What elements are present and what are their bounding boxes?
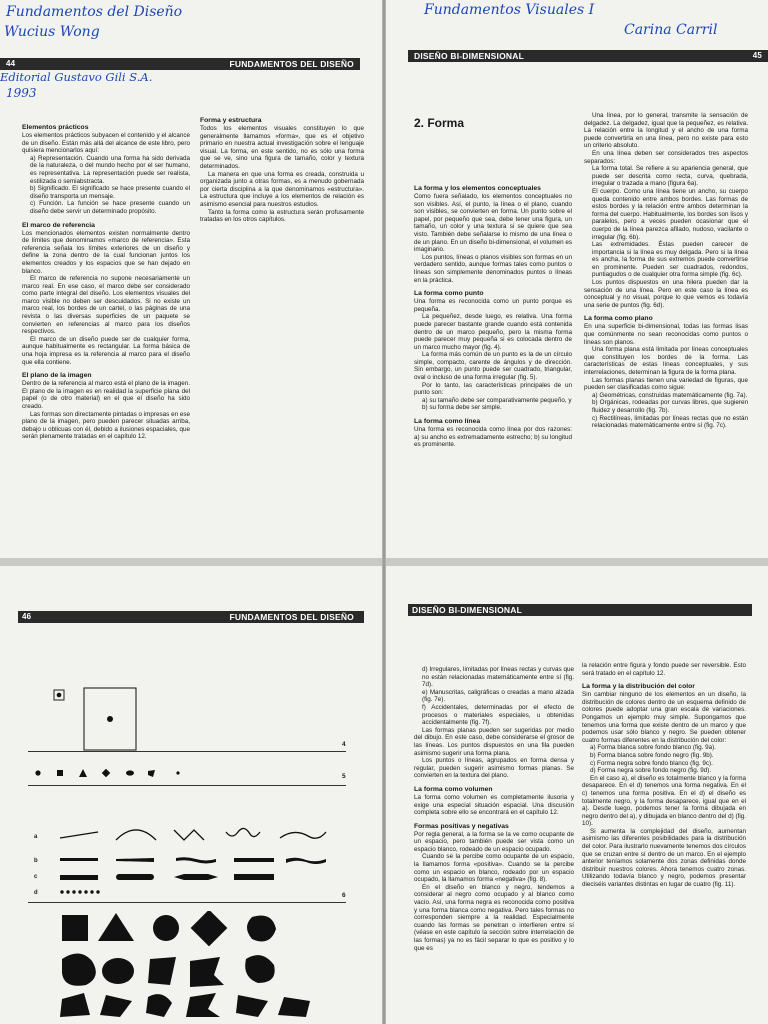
- paragraph: c) Forma negra sobre fondo blanco (fig. 9c).: [590, 759, 713, 767]
- figure-7-plane-shapes: [40, 911, 340, 1021]
- section-heading: La forma y la distribución del color: [582, 683, 695, 691]
- paragraph: Por regla general, a la forma se la ve como ocupante de un espacio, pero también puede ser vista como un espacio blanco, rodeado de un espacio ocupado.: [414, 830, 574, 853]
- section-heading: El marco de referencia: [22, 221, 95, 229]
- handwritten-year: 1993: [6, 86, 37, 100]
- handwritten-signature: Carina Carril: [624, 22, 718, 38]
- paragraph: Si aumenta la complejidad del diseño, aumentan asimismo las diferentes posibilidades para la distribución del color. Para ilustrarlo nuevamente tenemos dos círculos que se cruzan entre sí dentro de un marco. En el ejemplo anterior teníamos solamente dos zonas definidas donde distribuir nuestros colores. Ahora tenemos cuatro zonas. Utilizando todavía blanco y negro, podemos presentar dieciséis variantes distintas en lugar de cuatro (fig. 11).: [582, 827, 746, 889]
- paragraph: Por lo tanto, las características principales de un punto son:: [414, 381, 572, 397]
- text-column-right: [200, 117, 364, 224]
- header-title: FUNDAMENTOS DEL DISEÑO: [229, 612, 354, 622]
- paragraph: d) Forma negra sobre fondo negro (fig. 9d).: [590, 767, 712, 775]
- paragraph: a) su tamaño debe ser comparativamente pequeño, y: [422, 396, 572, 404]
- paragraph: e) Manuscritas, caligráficas o creadas a mano alzada (fig. 7e).: [422, 688, 574, 704]
- paragraph: b) Significado. El significado se hace presente cuando el diseño transporta un mensaje.: [30, 185, 190, 200]
- section-heading: La forma como línea: [414, 418, 481, 426]
- page-44: [0, 0, 384, 558]
- section-heading: Forma y estructura: [200, 117, 262, 124]
- paragraph: Todos los elementos visuales constituyen lo que generalmente llamamos «forma», que es el objetivo primario en nuestra actual investigación sobre el lenguaje visual. La forma, en este sentido, no es sólo una forma que se ve, sino una figura de tamaño, color y textura determinados.: [200, 125, 364, 170]
- paragraph: La forma total. Se refiere a su apariencia general, que puede ser descrita como recta, curva, quebrada, irregular o trazada a mano (figura 6a).: [592, 165, 748, 188]
- section-heading: La forma y los elementos conceptuales: [414, 185, 541, 192]
- figure-rule: [28, 751, 346, 752]
- paragraph: la relación entre figura y fondo puede ser reversible. Esto será tratado en el capítulo 12.: [582, 662, 746, 677]
- handwritten-author: Wucius Wong: [4, 24, 100, 40]
- page-number: 46: [22, 612, 32, 621]
- figure-number-5: 5: [342, 773, 346, 780]
- paragraph: Las extremidades. Éstas pueden carecer de importancia si la línea es muy delgada. Pero si la línea es ancha, la forma de sus extremos puede convertirse en prominente. Pueden ser cuadrados, redondos, puntiagudos o de cualquier otra forma simple (fig. 6c).: [592, 241, 748, 279]
- paragraph: La forma como volumen es completamente ilusoria y exige una especial situación espacial. Una discusión completa sobre ello se encontrará en el capítulo 12.: [414, 793, 574, 817]
- paragraph: Una forma es reconocida como línea por dos razones: a) su ancho es extremadamente estrecho; b) su longitud es prominente.: [414, 426, 572, 449]
- row-label-d: d: [34, 890, 38, 896]
- running-header: [408, 50, 768, 62]
- section-heading: La forma como volumen: [414, 785, 493, 793]
- text-column-left: [414, 666, 574, 952]
- paragraph: La pequeñez, desde luego, es relativa. Una forma puede parecer bastante grande cuando está contenida dentro de un marco pequeño, pero la misma forma puede parecer muy pequeña si es colocada dentro de un marco mucho mayor (fig. 4).: [414, 313, 572, 351]
- figure-4-points-in-frames: [50, 684, 140, 756]
- paragraph: b) Forma blanca sobre fondo negro (fig. 9b).: [590, 751, 714, 759]
- paragraph: Dentro de la referencia al marco está el plano de la imagen. El plano de la imagen es en realidad la superficie plana del papel (o de otro material) en el que el diseño ha sido creado.: [22, 380, 190, 410]
- paragraph: En el caso a), el diseño es totalmente blanco y la forma desaparece. En el d) tenemos una forma negativa. En el c) tenemos una forma positiva. En el d) el diseño es totalmente negro, y la forma desaparece, igual que en el a). Desde luego, podemos tener la forma dibujada en negro dentro del a), y dibujada en blanco dentro del d) (fig. 10).: [582, 774, 746, 828]
- paragraph: El cuerpo. Como una línea tiene un ancho, su cuerpo queda contenido entre ambos bordes. Las formas de estos bordes y la relación entre ambos determinan la forma del cuerpo. Habitualmente, los bordes son lisos y paralelos, pero a veces pueden ocasionar que el cuerpo de la línea parezca afilado, nudoso, vacilante o irregular (fig. 6b).: [592, 187, 748, 241]
- paragraph: f) Accidentales, determinadas por el efecto de procesos o materiales especiales, u obtenidas accidentalmente (fig. 7f).: [422, 703, 574, 727]
- paragraph: Las formas planas tienen una variedad de figuras, que pueden ser clasificadas como sigue:: [584, 376, 748, 392]
- text-column-right: [582, 662, 746, 889]
- paragraph: Tanto la forma como la estructura serán profusamente tratadas en los otros capítulos.: [200, 208, 364, 224]
- paragraph: El marco de un diseño puede ser de cualquier forma, aunque habitualmente es rectangular. La forma básica de una hoja impresa es la referencia al marco para el diseño que ella contiene.: [22, 335, 190, 366]
- handwritten-course: Fundamentos Visuales I: [424, 2, 595, 18]
- text-column-left: [22, 124, 190, 441]
- text-column-right: [584, 112, 748, 430]
- row-label-b: b: [34, 858, 38, 864]
- paragraph: Una forma plana está limitada por líneas conceptuales que constituyen los bordes de la forma. Las características de estas líneas conceptuales, y sus interrelaciones, determinan la figura de la forma plana.: [584, 346, 748, 376]
- paragraph: b) Orgánicas, rodeadas por curvas libres, que sugieren fluidez y desarrollo (fig. 7b).: [592, 399, 748, 414]
- paragraph: En el diseño en blanco y negro, tendemos a considerar al negro como ocupado y al blanco como vacío. Así, una forma negra es reconocida como positiva y una forma blanca como negativa. Pero tales formas no corresponden siempre a la realidad. Especialmente cuando las formas se penetran o interfieren entre sí (véase en este capítulo la sección sobre interrelación de las formas) ya no es fácil separar lo que es positivo y lo que es: [414, 883, 574, 952]
- chapter-title: 2. Forma: [414, 116, 465, 130]
- paragraph: a) Geométricas, construidas matemáticamente (fig. 7a).: [592, 391, 748, 399]
- page-46: [0, 566, 384, 1024]
- paragraph: c) Rectilíneas, limitadas por líneas rectas que no están relacionadas matemáticamente entre sí (fig. 7c).: [592, 414, 748, 430]
- running-header: [408, 604, 752, 616]
- section-heading: Elementos prácticos: [22, 124, 89, 131]
- paragraph: b) su forma debe ser simple.: [422, 404, 502, 412]
- figure-5-point-shapes: [30, 762, 330, 784]
- running-header: [18, 611, 364, 623]
- paragraph: La manera en que una forma es creada, construida u organizada junto a otras formas, es a menudo gobernada por cierta disciplina a la que denominamos «estructura». La estructura que incluye a los elementos de relación es asimismo esencial para nuestros estudios.: [200, 170, 364, 208]
- paragraph: Las formas planas pueden ser sugeridas por medio del dibujo. En este caso, debe considerarse el grosor de las líneas. Los puntos dispuestos en una fila pueden asimismo sugerir una forma plana.: [414, 726, 574, 757]
- paragraph: Sin cambiar ninguno de los elementos en un diseño, la distribución de colores dentro de un esquema definido de colores puede adoptar una gran escala de variaciones. Pongamos un ejemplo muy simple. Supongamos que tenemos una forma que existe dentro de un marco y que podemos usar sólo blanco y negro. Se pueden obtener cuatro formas diferentes en la distribución del color:: [582, 691, 746, 744]
- paragraph: a) Representación. Cuando una forma ha sido derivada de la naturaleza, o del mundo hecho por el ser humano, es representativa. La representación puede ser realista, estilizada o semiabstracta.: [30, 154, 190, 185]
- page-number: 45: [752, 51, 762, 60]
- figure-number-6: 6: [342, 892, 346, 899]
- header-title: DISEÑO BI-DIMENSIONAL: [414, 51, 524, 61]
- page-number: 44: [6, 59, 16, 68]
- paragraph: c) Función. La función se hace presente cuando un diseño debe servir un determinado propósito.: [30, 200, 190, 215]
- paragraph: Los puntos dispuestos en una hilera pueden dar la sensación de una línea. Pero en este caso la línea es conceptual y no visual, porque lo que vemos es todavía una serie de puntos (fig. 6d).: [584, 279, 748, 309]
- text-column-left: [414, 185, 572, 449]
- header-title: DISEÑO BI-DIMENSIONAL: [412, 605, 522, 615]
- paragraph: Las formas son directamente pintadas o impresas en ese plano de la imagen, pero pueden parecer situadas arriba, debajo u oblicuas con él, debido a ilusiones espaciales, que serán plenamente tratadas en el capítulo 12.: [22, 410, 190, 441]
- paragraph: a) Forma blanca sobre fondo blanco (fig. 9a).: [590, 744, 717, 752]
- paragraph: Los mencionados elementos existen normalmente dentro de límites que denominamos «marco de referencia». Esta referencia señala los límites exteriores de un diseño y define la zona dentro de la cual funcionan juntos los elementos creados y los espacios que se han dejado en blanco.: [22, 229, 190, 275]
- book-gutter: [382, 0, 386, 1024]
- figure-rule: [28, 785, 346, 786]
- paragraph: Como fuera señalado, los elementos conceptuales no son visibles. Así, el punto, la línea o el plano, cuando son visibles, se convierten en forma. Un punto sobre el papel, por pequeño que sea, debe tener una figura, un tamaño, un color y una textura si se quiere que sea visto. También debe señalarse lo mismo de una línea o de un plano. En un diseño bi-dimensional, el volumen es imaginario.: [414, 193, 572, 254]
- page-45: [384, 0, 768, 558]
- paragraph: Una línea, por lo general, transmite la sensación de delgadez. La delgadez, igual que la pequeñez, es relativa. La relación entre la longitud y el ancho de una forma puede convertirla en una línea, pero no existe para esto un criterio absoluto.: [584, 112, 748, 150]
- section-heading: El plano de la imagen: [22, 372, 92, 380]
- handwritten-book-title: Fundamentos del Diseño: [6, 4, 183, 20]
- paragraph: La forma más común de un punto es la de un círculo simple, compacto, carente de ángulos y de dirección. Sin embargo, un punto puede ser cuadrado, triangular, oval o incluso de una forma irregular (fig. 5).: [414, 351, 572, 382]
- paragraph: El marco de referencia no supone necesariamente un marco real. En ese caso, el marco debe ser considerado como parte integral del diseño. Los elementos visuales del marco visible no deben ser descuidados. Si no existe un marco real, los bordes de un cartel, o las páginas de una revista o las diversas superficies de un paquete se convierten en referencias al marco para los diseños respectivos.: [22, 275, 190, 336]
- page-47: [384, 566, 768, 1024]
- paragraph: Los puntos, líneas o planos visibles son formas en un verdadero sentido, aunque formas tales como puntos o líneas son simplemente denominados puntos o líneas en la práctica.: [414, 253, 572, 284]
- paragraph: Los puntos o líneas, agrupados en forma densa y regular, pueden sugerir asimismo formas planas. Se convierten en la textura del plano.: [414, 757, 574, 780]
- section-heading: La forma como punto: [414, 290, 484, 298]
- paragraph: Los elementos prácticos subyacen el contenido y el alcance de un diseño. Están más allá del alcance de este libro, pero quisiera mencionarlos aquí:: [22, 132, 190, 155]
- paragraph: d) Irregulares, limitadas por líneas rectas y curvas que no están relacionadas matemáticamente entre sí (fig. 7d).: [422, 666, 574, 689]
- running-header: [0, 58, 360, 70]
- handwritten-publisher: Editorial Gustavo Gili S.A.: [0, 70, 153, 84]
- section-heading: Formas positivas y negativas: [414, 822, 509, 830]
- paragraph: En una superficie bi-dimensional, todas las formas lisas que comúnmente no sean reconocidas como puntos o líneas son planos.: [584, 323, 748, 346]
- figure-6-line-variants: [58, 818, 348, 904]
- paragraph: Una forma es reconocida como un punto porque es pequeña.: [414, 298, 572, 313]
- figure-number-4: 4: [342, 741, 346, 748]
- paragraph: Cuando se la percibe como ocupante de un espacio, la llamamos forma «positiva». Cuando se la percibe como un espacio en blanco, rodeado por un espacio ocupado, la llamamos forma «negativa» (fig. 8).: [414, 853, 574, 884]
- paragraph: En una línea deben ser considerados tres aspectos separados:: [584, 149, 748, 165]
- figure-rule: [28, 902, 346, 903]
- header-title: FUNDAMENTOS DEL DISEÑO: [229, 59, 354, 69]
- row-label-c: c: [34, 874, 38, 880]
- section-heading: La forma como plano: [584, 315, 653, 323]
- row-label-a: a: [34, 834, 38, 840]
